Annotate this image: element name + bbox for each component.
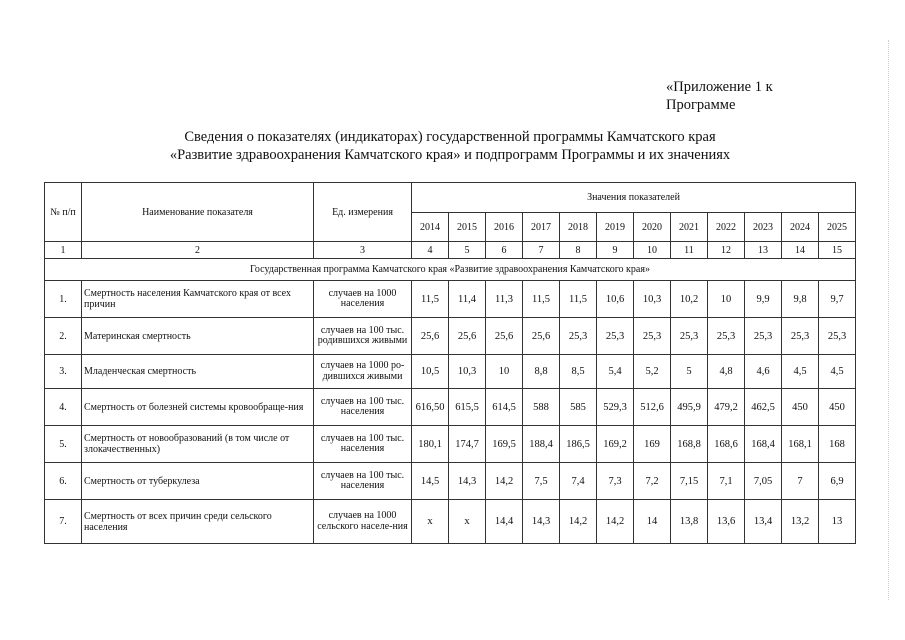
value-cell: 7,3 [597, 463, 634, 500]
value-cell: 168,8 [671, 426, 708, 463]
table-row [45, 500, 856, 544]
value-cell: 7,15 [671, 463, 708, 500]
value-cell: 450 [782, 389, 819, 426]
year-header: 2018 [560, 213, 597, 242]
unit-cell: случаев на 100 тыс. родившихся живыми [314, 318, 412, 355]
value-cell: 10,6 [597, 281, 634, 318]
value-cell: 614,5 [486, 389, 523, 426]
value-cell: 9,8 [782, 281, 819, 318]
table-row [45, 355, 856, 389]
column-number: 1 [45, 242, 82, 259]
value-cell: 10 [486, 355, 523, 389]
column-number: 7 [523, 242, 560, 259]
year-header: 2019 [597, 213, 634, 242]
value-cell: 495,9 [671, 389, 708, 426]
value-cell: 25,3 [597, 318, 634, 355]
value-cell: 25,6 [449, 318, 486, 355]
column-number: 13 [745, 242, 782, 259]
value-cell: 512,6 [634, 389, 671, 426]
value-cell: 479,2 [708, 389, 745, 426]
value-cell: 8,8 [523, 355, 560, 389]
value-cell: 13,6 [708, 500, 745, 544]
value-cell: 168,6 [708, 426, 745, 463]
title-line-2: «Развитие здравоохранения Камчатского края» и подпрограмм Программы и их значениях [169, 147, 731, 163]
value-cell: х [449, 500, 486, 544]
unit-cell: случаев на 1000 ро-дившихся живыми [314, 355, 412, 389]
row-number: 7. [45, 500, 82, 544]
value-cell: 169 [634, 426, 671, 463]
value-cell: 10,2 [671, 281, 708, 318]
value-cell: 7,2 [634, 463, 671, 500]
value-cell: 615,5 [449, 389, 486, 426]
value-cell: 25,6 [523, 318, 560, 355]
value-cell: 168 [819, 426, 856, 463]
year-header: 2025 [819, 213, 856, 242]
year-header: 2024 [782, 213, 819, 242]
value-cell: 4,8 [708, 355, 745, 389]
indicator-name: Материнская смертность [82, 318, 314, 355]
value-cell: х [412, 500, 449, 544]
value-cell: 10,5 [412, 355, 449, 389]
value-cell: 588 [523, 389, 560, 426]
value-cell: 5 [671, 355, 708, 389]
year-header: 2015 [449, 213, 486, 242]
value-cell: 4,5 [819, 355, 856, 389]
value-cell: 450 [819, 389, 856, 426]
document-title [100, 128, 800, 164]
value-cell: 168,1 [782, 426, 819, 463]
value-cell: 25,3 [708, 318, 745, 355]
value-cell: 7,4 [560, 463, 597, 500]
header-num: № п/п [45, 183, 82, 242]
year-header: 2020 [634, 213, 671, 242]
value-cell: 14,2 [560, 500, 597, 544]
value-cell: 14,3 [523, 500, 560, 544]
row-number: 5. [45, 426, 82, 463]
unit-cell: случаев на 100 тыс. населения [314, 463, 412, 500]
scan-margin-line [888, 40, 889, 600]
value-cell: 25,3 [560, 318, 597, 355]
value-cell: 585 [560, 389, 597, 426]
column-number: 6 [486, 242, 523, 259]
value-cell: 11,4 [449, 281, 486, 318]
column-number: 12 [708, 242, 745, 259]
value-cell: 7,5 [523, 463, 560, 500]
value-cell: 169,5 [486, 426, 523, 463]
column-number: 9 [597, 242, 634, 259]
value-cell: 4,5 [782, 355, 819, 389]
header-values: Значения показателей [412, 183, 856, 213]
column-number: 11 [671, 242, 708, 259]
value-cell: 14,3 [449, 463, 486, 500]
value-cell: 9,9 [745, 281, 782, 318]
indicator-name: Смертность от новообразований (в том числе от злокачественных) [82, 426, 314, 463]
year-header: 2021 [671, 213, 708, 242]
value-cell: 169,2 [597, 426, 634, 463]
value-cell: 7 [782, 463, 819, 500]
row-number: 4. [45, 389, 82, 426]
appendix-line-1: «Приложение 1 к [666, 79, 773, 95]
value-cell: 25,6 [412, 318, 449, 355]
section-row [45, 259, 856, 281]
column-number: 10 [634, 242, 671, 259]
table-row [45, 318, 856, 355]
column-number: 5 [449, 242, 486, 259]
value-cell: 8,5 [560, 355, 597, 389]
value-cell: 10,3 [449, 355, 486, 389]
column-number: 4 [412, 242, 449, 259]
value-cell: 14,5 [412, 463, 449, 500]
unit-cell: случаев на 100 тыс. населения [314, 426, 412, 463]
value-cell: 529,3 [597, 389, 634, 426]
column-number: 2 [82, 242, 314, 259]
value-cell: 14,4 [486, 500, 523, 544]
value-cell: 10,3 [634, 281, 671, 318]
value-cell: 168,4 [745, 426, 782, 463]
value-cell: 25,3 [634, 318, 671, 355]
appendix-note [666, 78, 773, 114]
indicator-name: Младенческая смертность [82, 355, 314, 389]
value-cell: 11,5 [560, 281, 597, 318]
section-title: Государственная программа Камчатского края «Развитие здравоохранения Камчатского края» [45, 259, 856, 281]
value-cell: 462,5 [745, 389, 782, 426]
value-cell: 186,5 [560, 426, 597, 463]
value-cell: 7,05 [745, 463, 782, 500]
value-cell: 11,3 [486, 281, 523, 318]
row-number: 6. [45, 463, 82, 500]
row-number: 3. [45, 355, 82, 389]
value-cell: 13,4 [745, 500, 782, 544]
year-header: 2014 [412, 213, 449, 242]
value-cell: 14,2 [597, 500, 634, 544]
column-numbers-row [45, 242, 856, 259]
title-line-1: Сведения о показателях (индикаторах) государственной программы Камчатского края [184, 129, 716, 145]
value-cell: 25,3 [745, 318, 782, 355]
value-cell: 25,3 [782, 318, 819, 355]
unit-cell: случаев на 1000 населения [314, 281, 412, 318]
value-cell: 10 [708, 281, 745, 318]
value-cell: 14,2 [486, 463, 523, 500]
column-number: 3 [314, 242, 412, 259]
year-header: 2016 [486, 213, 523, 242]
unit-cell: случаев на 1000 сельского населе-ния [314, 500, 412, 544]
indicator-name: Смертность от всех причин среди сельского населения [82, 500, 314, 544]
value-cell: 5,4 [597, 355, 634, 389]
indicator-name: Смертность от болезней системы кровообраще-ния [82, 389, 314, 426]
value-cell: 180,1 [412, 426, 449, 463]
year-header: 2017 [523, 213, 560, 242]
unit-cell: случаев на 100 тыс. населения [314, 389, 412, 426]
header-unit: Ед. измерения [314, 183, 412, 242]
value-cell: 188,4 [523, 426, 560, 463]
indicator-name: Смертность от туберкулеза [82, 463, 314, 500]
value-cell: 6,9 [819, 463, 856, 500]
header-name: Наименование показателя [82, 183, 314, 242]
column-number: 8 [560, 242, 597, 259]
value-cell: 616,50 [412, 389, 449, 426]
year-header: 2023 [745, 213, 782, 242]
column-number: 14 [782, 242, 819, 259]
column-number: 15 [819, 242, 856, 259]
row-number: 1. [45, 281, 82, 318]
value-cell: 25,3 [819, 318, 856, 355]
value-cell: 25,3 [671, 318, 708, 355]
value-cell: 13,8 [671, 500, 708, 544]
year-header: 2022 [708, 213, 745, 242]
header-row [45, 183, 856, 213]
indicators-table [44, 182, 856, 544]
table-row [45, 389, 856, 426]
value-cell: 11,5 [412, 281, 449, 318]
value-cell: 11,5 [523, 281, 560, 318]
value-cell: 174,7 [449, 426, 486, 463]
indicator-name: Смертность населения Камчатского края от всех причин [82, 281, 314, 318]
value-cell: 13 [819, 500, 856, 544]
appendix-line-2: Программе [666, 97, 736, 113]
value-cell: 25,6 [486, 318, 523, 355]
value-cell: 13,2 [782, 500, 819, 544]
value-cell: 14 [634, 500, 671, 544]
row-number: 2. [45, 318, 82, 355]
value-cell: 5,2 [634, 355, 671, 389]
table-row [45, 463, 856, 500]
value-cell: 9,7 [819, 281, 856, 318]
table-body [45, 259, 856, 544]
table-row [45, 426, 856, 463]
value-cell: 7,1 [708, 463, 745, 500]
value-cell: 4,6 [745, 355, 782, 389]
table-row [45, 281, 856, 318]
